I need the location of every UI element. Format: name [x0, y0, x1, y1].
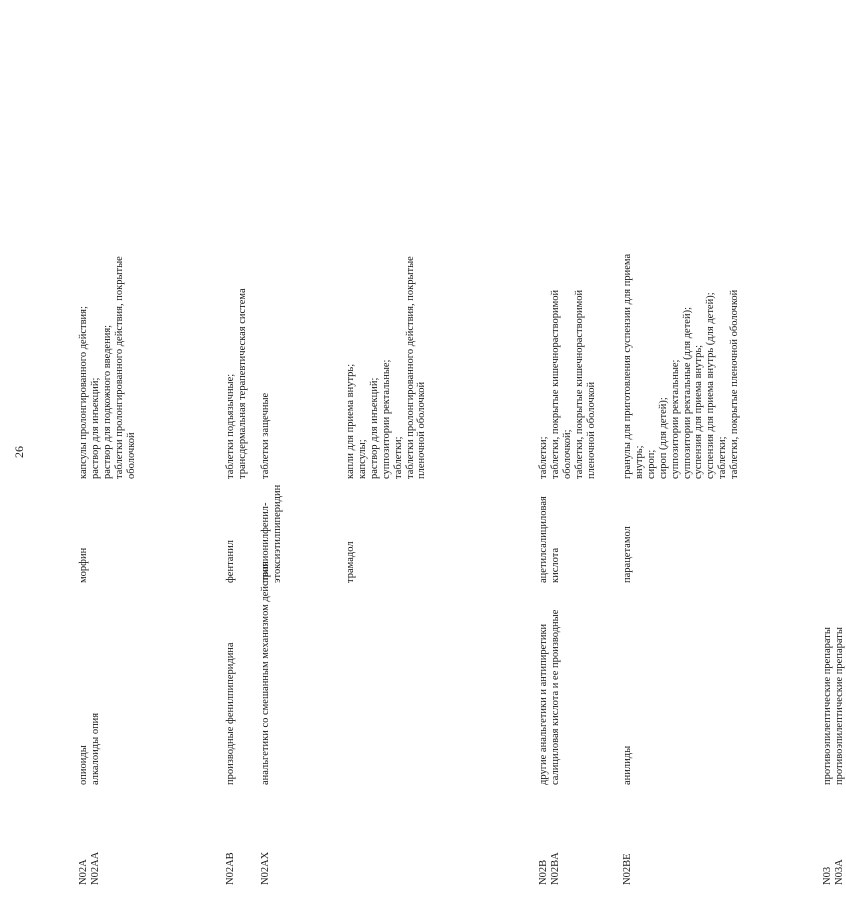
code-cell — [260, 813, 272, 885]
form-cell-line: сироп; — [645, 449, 657, 479]
name-cell-line: кислота — [549, 547, 561, 583]
group-cell-line: противоэпилептические препараты — [833, 627, 845, 785]
form-cell — [78, 0, 138, 479]
code-cell-line: N02AA — [89, 851, 101, 885]
code-cell — [622, 813, 634, 885]
form-cell — [345, 0, 428, 479]
form-cell-line: суппозитории ректальные (для детей); — [681, 307, 693, 479]
name-cell-line: морфин — [78, 547, 89, 583]
form-cell-line: суппозитории ректальные; — [380, 359, 392, 479]
group-cell-line: салициловая кислота и ее производные — [549, 609, 561, 785]
name-cell-line: трамадол — [345, 541, 356, 583]
form-cell-line: таблетки, покрытые кишечнорастворимой — [549, 289, 561, 479]
form-cell-line: таблетки; — [538, 436, 549, 479]
form-cell-line: трансдермальная терапевтическая система — [236, 288, 248, 479]
group-cell-line: алкалоиды опия — [89, 712, 101, 785]
group-cell-line: производные фенилпиперидина — [225, 642, 236, 785]
code-cell — [225, 813, 237, 885]
form-cell-line: таблетки; — [392, 436, 404, 479]
form-cell-line: суспензия для приема внутрь (для детей); — [705, 292, 717, 479]
form-cell-line: таблетки защечные — [260, 392, 271, 479]
code-cell — [538, 813, 562, 885]
form-cell-line: гранулы для приготовления суспензии для приема — [622, 253, 633, 479]
form-cell-line: таблетки подъязычные; — [225, 373, 236, 479]
form-cell-line: раствор для подкожного введения; — [101, 324, 113, 479]
form-cell — [538, 0, 598, 479]
form-cell-line: пленочной оболочкой — [416, 381, 428, 479]
form-cell — [622, 0, 741, 479]
form-cell — [225, 0, 249, 479]
form-cell-line: внутрь; — [633, 445, 645, 479]
form-cell-line: таблетки, покрытые кишечнорастворимой — [573, 289, 585, 479]
code-cell-line: N02A — [78, 859, 89, 885]
form-cell-line: суппозитории ректальные; — [669, 359, 681, 479]
code-cell-line: N02BA — [549, 852, 561, 885]
form-cell — [260, 0, 272, 479]
form-cell-line: капсулы пролонгированного действия; — [78, 306, 89, 479]
name-cell-line: фентанил — [225, 540, 236, 583]
form-cell-line: оболочкой — [125, 432, 137, 479]
form-cell-line: таблетки пролонгированного действия, покрытые — [113, 256, 125, 479]
code-cell-line: N03 — [822, 866, 833, 885]
form-cell-line: оболочкой; — [561, 429, 573, 479]
code-cell-line: N02AX — [260, 851, 271, 885]
group-cell-line: противоэпилептические препараты — [822, 627, 833, 785]
form-cell-line: суспензия для приема внутрь; — [693, 344, 705, 479]
form-cell-line: раствор для инъекций; — [368, 377, 380, 479]
form-cell-line: капсулы; — [356, 439, 368, 479]
page-number: 26 — [12, 446, 26, 458]
code-cell-line: N02B — [538, 859, 549, 885]
form-cell-line: таблетки; — [717, 436, 729, 479]
code-cell-line: N02BE — [622, 853, 633, 885]
group-cell — [822, 475, 846, 785]
name-cell-line: пропионилфенил- — [260, 502, 271, 583]
name-cell-line: этоксиэтилпиперидин — [271, 484, 283, 583]
code-cell-line: N03A — [833, 859, 845, 885]
group-cell-line: анальгетики со смешанным механизмом действия — [260, 561, 271, 785]
code-cell — [78, 813, 102, 885]
form-cell-line: таблетки пролонгированного действия, покрытые — [404, 256, 416, 479]
form-cell-line: сироп (для детей); — [657, 397, 669, 479]
name-cell-line: ацетилсалициловая — [538, 496, 549, 583]
form-cell-line: капли для приема внутрь; — [345, 363, 356, 479]
group-cell-line: другие анальгетики и антипиретики — [538, 623, 549, 785]
form-cell-line: раствор для инъекций; — [89, 377, 101, 479]
name-cell-line: парацетамол — [622, 526, 633, 583]
code-cell-line: N02AB — [225, 852, 236, 885]
code-cell — [822, 813, 846, 885]
group-cell-line: анилиды — [622, 745, 633, 785]
form-cell-line: таблетки, покрытые пленочной оболочкой — [729, 289, 741, 479]
group-cell-line: опиоиды — [78, 745, 89, 785]
form-cell-line: пленочной оболочкой — [585, 381, 597, 479]
